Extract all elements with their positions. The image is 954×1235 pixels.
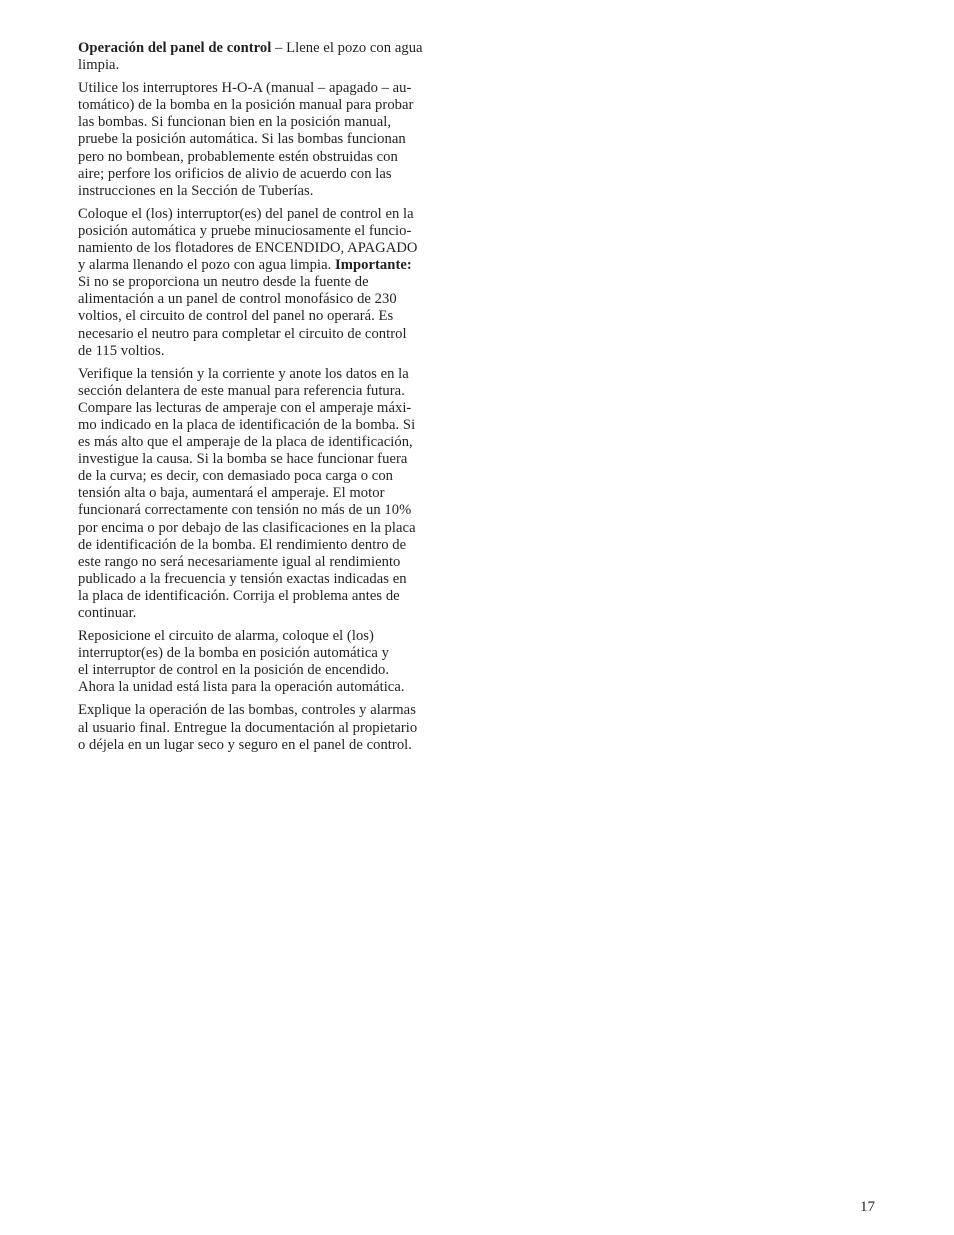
paragraph: [78, 628, 466, 696]
text-line: [78, 343, 466, 360]
line-text: tomático) de la bomba en la posición manual para probar: [78, 97, 414, 114]
text-line: [78, 366, 466, 383]
line-text: Compare las lecturas de amperaje con el amperaje máxi-: [78, 399, 412, 416]
line-text: Coloque el (los) interruptor(es) del panel de control en la: [78, 205, 414, 222]
bold-lead-in: Operación del panel de control: [78, 40, 272, 56]
line-text: aire; perfore los orificios de alivio de acuerdo con las: [78, 165, 392, 182]
text-line: [78, 737, 466, 754]
line-text: y alarma llenando el pozo con agua limpia.: [78, 257, 336, 274]
text-line: [78, 520, 466, 537]
line-text: es más alto que el amperaje de la placa de identificación,: [78, 434, 413, 451]
line-text: este rango no será necesariamente igual al rendimiento: [78, 553, 401, 570]
text-line: [78, 183, 466, 200]
line-text: alimentación a un panel de control monofásico de 230: [78, 291, 397, 308]
text-line: [78, 502, 466, 519]
text-line: [78, 40, 466, 57]
text-line: [78, 400, 466, 417]
line-text: de identificación de la bomba. El rendimiento dentro de: [78, 536, 407, 553]
text-line: [78, 571, 466, 588]
paragraph: [78, 702, 466, 753]
line-text: pruebe la posición automática. Si las bombas funcionan: [78, 131, 406, 148]
line-text: de la curva; es decir, con demasiado poca carga o con: [78, 468, 394, 485]
line-text: de 115 voltios.: [78, 342, 165, 359]
line-text: investigue la causa. Si la bomba se hace funcionar fuera: [78, 451, 408, 468]
text-line: [78, 468, 466, 485]
text-line: [78, 131, 466, 148]
text-line: [78, 97, 466, 114]
text-line: [78, 434, 466, 451]
line-text: funcionará correctamente con tensión no más de un 10%: [78, 502, 412, 519]
line-text: instrucciones en la Sección de Tuberías.: [78, 182, 314, 199]
text-line: [78, 537, 466, 554]
bold-emphasis: Importante:: [335, 257, 412, 274]
line-text: mo indicado en la placa de identificación de la bomba. Si: [78, 416, 416, 433]
text-line: [78, 628, 466, 645]
line-text: las bombas. Si funcionan bien en la posición manual,: [78, 114, 392, 131]
line-text: posición automática y pruebe minuciosamente el funcio-: [78, 222, 412, 239]
text-line: [78, 274, 466, 291]
text-line: [78, 80, 466, 97]
line-text: publicado a la frecuencia y tensión exactas indicadas en: [78, 570, 407, 587]
line-text: Ahora la unidad está lista para la operación automática.: [78, 679, 405, 696]
text-line: [78, 417, 466, 434]
text-line: [78, 485, 466, 502]
text-line: [78, 645, 466, 662]
text-line: [78, 326, 466, 343]
line-text: al usuario final. Entregue la documentación al propietario: [78, 719, 418, 736]
line-text: interruptor(es) de la bomba en posición automática y: [78, 645, 389, 662]
text-line: [78, 588, 466, 605]
text-column: [78, 40, 466, 760]
text-line: [78, 605, 466, 622]
line-text: limpia.: [78, 57, 120, 74]
line-text: Verifique la tensión y la corriente y anote los datos en la: [78, 365, 409, 382]
text-line: [78, 206, 466, 223]
line-text: Reposicione el circuito de alarma, coloque el (los): [78, 628, 374, 645]
text-line: [78, 702, 466, 719]
line-text: por encima o por debajo de las clasificaciones en la placa: [78, 519, 416, 536]
text-line: [78, 383, 466, 400]
line-text: Utilice los interruptores H-O-A (manual – apagado – au-: [78, 80, 412, 97]
line-text: voltios, el circuito de control del panel no operará. Es: [78, 308, 394, 325]
text-line: [78, 240, 466, 257]
line-text: Si no se proporciona un neutro desde la fuente de: [78, 274, 369, 291]
text-line: [78, 57, 466, 74]
paragraph: [78, 206, 466, 360]
line-text: namiento de los flotadores de ENCENDIDO, APAGADO: [78, 240, 418, 257]
line-text: o déjela en un lugar seco y seguro en el panel de control.: [78, 736, 412, 753]
line-text: el interruptor de control en la posición de encendido.: [78, 662, 390, 679]
paragraph: [78, 40, 466, 74]
text-line: [78, 257, 466, 274]
text-line: [78, 554, 466, 571]
text-line: [78, 662, 466, 679]
text-line: [78, 679, 466, 696]
line-text: pero no bombean, probablemente estén obstruidas con: [78, 148, 398, 165]
line-text: necesario el neutro para completar el circuito de control: [78, 325, 407, 342]
line-text: tensión alta o baja, aumentará el amperaje. El motor: [78, 485, 385, 502]
text-line: [78, 166, 466, 183]
text-line: [78, 451, 466, 468]
paragraph: [78, 366, 466, 622]
text-line: [78, 720, 466, 737]
text-line: [78, 149, 466, 166]
line-text: continuar.: [78, 605, 137, 621]
text-line: [78, 291, 466, 308]
paragraph: [78, 80, 466, 200]
line-text: Explique la operación de las bombas, controles y alarmas: [78, 702, 416, 719]
text-line: [78, 223, 466, 240]
line-text: la placa de identificación. Corrija el problema antes de: [78, 587, 400, 604]
line-text: – Llene el pozo con agua: [271, 40, 423, 56]
text-line: [78, 308, 466, 325]
page-number: 17: [860, 1199, 875, 1215]
text-line: [78, 114, 466, 131]
line-text: sección delantera de este manual para referencia futura.: [78, 382, 405, 399]
